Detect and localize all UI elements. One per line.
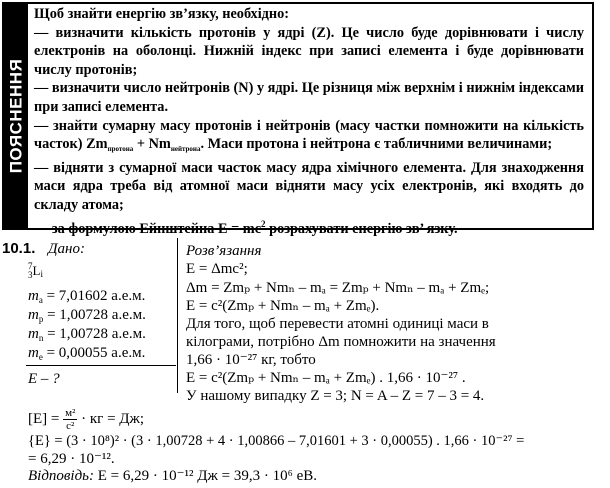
- explanation-line-part: розрахувати енергію зв’ язку.: [265, 220, 458, 237]
- given-find-divider: [26, 365, 176, 366]
- given-subscript: e: [38, 352, 43, 362]
- find-text: E – ?: [28, 371, 60, 387]
- superscript-2: 2: [261, 218, 266, 229]
- units-right: · кг = Дж;: [81, 411, 145, 427]
- solution-line: E = Δmc²;: [186, 261, 248, 277]
- explanation-line: [34, 117, 584, 159]
- given-item: [28, 344, 145, 366]
- element-symbol: L: [32, 263, 41, 278]
- given-subscript: а: [38, 295, 43, 305]
- subscript-proton: протона: [107, 145, 134, 154]
- units-fraction-denominator: с²: [66, 420, 75, 433]
- units-fraction: [63, 407, 77, 432]
- explanation-line-part: — за формулою Ейнштейна E = mc: [34, 220, 262, 237]
- explanation-line: — відняти з сумарної маси часток масу ядра хімічного елемента. Для знаходження маси ядра треба від атомної маси відняти масу усіх електронів, які входять до складу атома;: [34, 159, 584, 213]
- solution-line: Для того, щоб перевести атомні одиниці маси в: [186, 316, 489, 332]
- solution-line: 1,66 · 10⁻²⁷ кг, тобто: [186, 352, 316, 368]
- explanation-line: [34, 215, 584, 239]
- answer-label: Відповідь:: [28, 468, 95, 484]
- explanation-line: — визначити кількість протонів у ядрі (Z). Це число буде дорівнювати і числу електронів на оболонці. Нижній індекс при записі елемента і буде дорівнювати числу протонів;: [34, 24, 584, 78]
- given-symbol: m: [28, 345, 39, 361]
- atomic-number: 3: [28, 270, 33, 280]
- solution-line: У нашому випадку Z = 3; N = A – Z = 7 – 3 = 4.: [186, 388, 485, 404]
- explanation-line-part: + Nm: [136, 136, 171, 153]
- given-value: = 0,00055 а.е.м.: [42, 345, 146, 361]
- solution-line: Δm = Zmₚ + Nmₙ – mₐ = Zmₚ + Nmₙ – mₐ + Zmₑ;: [186, 280, 490, 296]
- element-symbol-sub: i: [40, 268, 43, 279]
- given-value: = 7,01602 а.е.м.: [42, 288, 146, 304]
- solution-line: E = c²(Zmₚ + Nmₙ – mₐ + Zmₑ) . 1,66 · 10⁻²⁷ .: [186, 370, 466, 386]
- side-label: ПОЯСНЕННЯ: [6, 58, 26, 174]
- given-value: = 1,00728 а.е.м.: [43, 326, 146, 342]
- explanation-text: [34, 5, 584, 238]
- problem-number: 10.1.: [2, 240, 36, 257]
- explanation-line-part: — знайти сумарну масу протонів і нейтронів (масу частки помножити на кількість часток) Zm: [34, 117, 584, 153]
- given-symbol: m: [28, 326, 39, 342]
- given-symbol: m: [28, 307, 39, 323]
- explanation-side-tab: [4, 4, 28, 228]
- explanation-line-part: . Маси протона і нейтрона є табличними величинами;: [200, 136, 553, 153]
- solution-line: кілограми, потрібно Δm помножити на значення: [186, 334, 496, 350]
- given-symbol: m: [28, 288, 39, 304]
- given-value: = 1,00728 а.е.м.: [43, 307, 146, 323]
- explanation-line: Щоб знайти енергію зв’язку, необхідно:: [34, 6, 290, 22]
- solution-label: Розв’язання: [186, 243, 262, 259]
- given-solution-divider: [177, 238, 178, 393]
- solution-line: E = c²(Zmₚ + Nmₙ – mₐ + Zmₑ).: [186, 298, 380, 314]
- units-line: [28, 406, 144, 432]
- calculation-line: = 6,29 · 10⁻¹².: [28, 451, 115, 467]
- calculation-line: {E} = (3 · 10⁸)² · (3 · 1,00728 + 4 · 1,00866 – 7,01601 + 3 · 0,00055) . 1,66 · 10⁻²⁷ =: [28, 433, 525, 449]
- given-subscript: p: [38, 314, 44, 324]
- units-fraction-numerator: м²: [65, 407, 76, 420]
- explanation-box: [2, 2, 594, 237]
- given-label: Дано:: [48, 241, 85, 257]
- answer-text: E = 6,29 · 10⁻¹² Дж = 39,3 · 10⁶ еВ.: [94, 468, 317, 484]
- element-notation: [28, 262, 43, 281]
- answer-line: [28, 467, 317, 485]
- given-subscript: n: [38, 333, 44, 343]
- subscript-neutron: нейтрона: [170, 145, 201, 154]
- units-left: [E] =: [28, 411, 60, 427]
- mass-number: 7: [28, 261, 33, 271]
- explanation-line: — визначити число нейтронів (N) у ядрі. Це різниця між верхнім і нижнім індексами при записі елемента.: [34, 80, 585, 115]
